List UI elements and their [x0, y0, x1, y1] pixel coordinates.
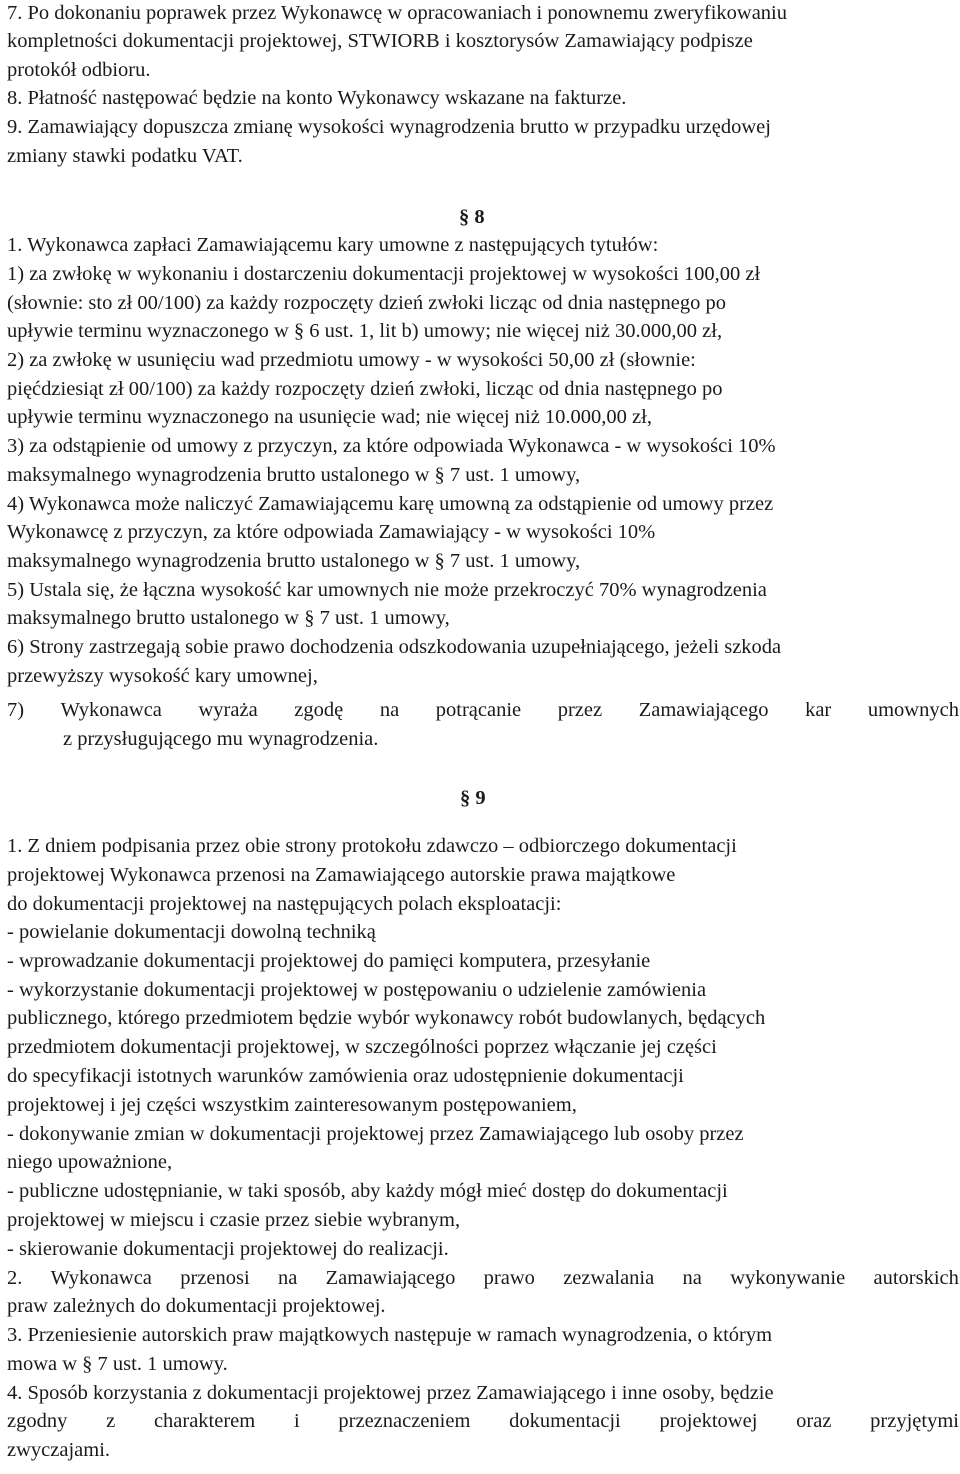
word: projektowej	[659, 1410, 758, 1432]
text-line-justified	[7, 696, 959, 725]
text-line: 3. Przeniesienie autorskich praw majątkowych następuje w ramach wynagrodzenia, o którym	[7, 1324, 773, 1346]
text-line: - dokonywanie zmian w dokumentacji projektowej przez Zamawiającego lub osoby przez	[7, 1123, 744, 1145]
word: 2.	[7, 1267, 23, 1289]
text-line: upływie terminu wyznaczonego na usunięcie wad; nie więcej niż 10.000,00 zł,	[7, 406, 652, 428]
word: i	[293, 1410, 300, 1432]
word: zezwalania	[563, 1267, 655, 1289]
text-line: 9. Zamawiający dopuszcza zmianę wysokości wynagrodzenia brutto w przypadku urzędowej	[7, 116, 771, 138]
text-line: Wykonawcę z przyczyn, za które odpowiada Zamawiający - w wysokości 10%	[7, 521, 656, 543]
word: wyraża	[198, 699, 258, 721]
text-line: 1. Wykonawca zapłaci Zamawiającemu kary umowne z następujących tytułów:	[7, 234, 659, 256]
word: przez	[557, 699, 603, 721]
text-line: 7. Po dokonaniu poprawek przez Wykonawcę w opracowaniach i ponownemu zweryfikowaniu	[7, 2, 787, 24]
word: prawo	[483, 1267, 535, 1289]
text-line: do dokumentacji projektowej na następujących polach eksploatacji:	[7, 893, 562, 915]
text-line: projektowej Wykonawca przenosi na Zamawiającego autorskie prawa majątkowe	[7, 864, 676, 886]
text-line: (słownie: sto zł 00/100) za każdy rozpoczęty dzień zwłoki licząc od dnia następnego po	[7, 292, 726, 314]
text-line: - wprowadzanie dokumentacji projektowej do pamięci komputera, przesyłanie	[7, 950, 651, 972]
word: dokumentacji	[509, 1410, 621, 1432]
word: przyjętymi	[870, 1410, 959, 1432]
text-line: projektowej i jej części wszystkim zainteresowanym postępowaniem,	[7, 1094, 577, 1116]
word: zgodę	[294, 699, 344, 721]
text-line: do specyfikacji istotnych warunków zamówienia oraz udostępnienie dokumentacji	[7, 1065, 684, 1087]
text-line: niego upoważnione,	[7, 1151, 173, 1173]
word: potrącanie	[435, 699, 522, 721]
text-line: 4) Wykonawca może naliczyć Zamawiającemu karę umowną za odstąpienie od umowy przez	[7, 493, 774, 515]
text-line: maksymalnego wynagrodzenia brutto ustalonego w § 7 ust. 1 umowy,	[7, 550, 581, 572]
text-line: 8. Płatność następować będzie na konto Wykonawcy wskazane na fakturze.	[7, 87, 627, 109]
word: wykonywanie	[730, 1267, 846, 1289]
text-line: 1. Z dniem podpisania przez obie strony protokołu zdawczo – odbiorczego dokumentacji	[7, 835, 737, 857]
text-line: - skierowanie dokumentacji projektowej do realizacji.	[7, 1238, 449, 1260]
word: Zamawiającego	[638, 699, 769, 721]
text-line: 1) za zwłokę w wykonaniu i dostarczeniu dokumentacji projektowej w wysokości 100,00 zł	[7, 263, 761, 285]
text-line: przewyższy wysokość kary umownej,	[7, 665, 318, 687]
section-heading-8: § 8	[459, 206, 485, 228]
text-line: 6) Strony zastrzegają sobie prawo dochodzenia odszkodowania uzupełniającego, jeżeli szkoda	[7, 636, 782, 658]
word: na	[277, 1267, 298, 1289]
word: na	[682, 1267, 702, 1289]
word: na	[379, 699, 400, 721]
text-line: - powielanie dokumentacji dowolną techniką	[7, 921, 376, 943]
text-line: - publiczne udostępnianie, w taki sposób, aby każdy mógł mieć dostęp do dokumentacji	[7, 1180, 728, 1202]
word: przeznaczeniem	[338, 1410, 471, 1432]
word: umownych	[867, 699, 959, 721]
text-line-justified	[7, 1264, 959, 1293]
text-line: praw zależnych do dokumentacji projektowej.	[7, 1295, 386, 1317]
text-line: projektowej w miejscu i czasie przez siebie wybranym,	[7, 1209, 461, 1231]
text-line: - wykorzystanie dokumentacji projektowej w postępowaniu o udzielenie zamówienia	[7, 979, 707, 1001]
text-line-justified	[7, 1407, 959, 1436]
text-line: 4. Sposób korzystania z dokumentacji projektowej przez Zamawiającego i inne osoby, będzie	[7, 1382, 774, 1404]
text-line: 2) za zwłokę w usunięciu wad przedmiotu umowy - w wysokości 50,00 zł (słownie:	[7, 349, 696, 371]
word: przenosi	[180, 1267, 250, 1289]
text-line: zwyczajami.	[7, 1439, 111, 1461]
text-line: kompletności dokumentacji projektowej, STWIORB i kosztorysów Zamawiający podpisze	[7, 30, 753, 52]
word: Wykonawca	[50, 1267, 152, 1289]
section-heading-9: § 9	[460, 787, 486, 809]
text-line: maksymalnego wynagrodzenia brutto ustalonego w § 7 ust. 1 umowy,	[7, 464, 581, 486]
text-line: protokół odbioru.	[7, 59, 151, 81]
word: charakterem	[153, 1410, 256, 1432]
text-line: przedmiotem dokumentacji projektowej, w szczególności poprzez włączanie jej części	[7, 1036, 717, 1058]
text-line: pięćdziesiąt zł 00/100) za każdy rozpoczęty dzień zwłoki, licząc od dnia następnego po	[7, 378, 723, 400]
text-line: zmiany stawki podatku VAT.	[7, 145, 243, 167]
text-line: maksymalnego brutto ustalonego w § 7 ust. 1 umowy,	[7, 607, 450, 629]
word: 7)	[7, 699, 25, 721]
text-line: 3) za odstąpienie od umowy z przyczyn, za które odpowiada Wykonawca - w wysokości 10%	[7, 435, 776, 457]
text-line: 5) Ustala się, że łączna wysokość kar umownych nie może przekroczyć 70% wynagrodzenia	[7, 579, 767, 601]
word: kar	[805, 699, 832, 721]
word: Zamawiającego	[325, 1267, 456, 1289]
text-line: mowa w § 7 ust. 1 umowy.	[7, 1353, 228, 1375]
word: Wykonawca	[60, 699, 162, 721]
text-line: publicznego, którego przedmiotem będzie wybór wykonawcy robót budowlanych, będących	[7, 1007, 766, 1029]
word: zgodny	[7, 1410, 68, 1432]
text-line: upływie terminu wyznaczonego w § 6 ust. 1, lit b) umowy; nie więcej niż 30.000,00 zł,	[7, 320, 723, 342]
text-line: z przysługującego mu wynagrodzenia.	[63, 728, 379, 750]
word: z	[106, 1410, 116, 1432]
word: oraz	[796, 1410, 832, 1432]
word: autorskich	[873, 1267, 959, 1289]
